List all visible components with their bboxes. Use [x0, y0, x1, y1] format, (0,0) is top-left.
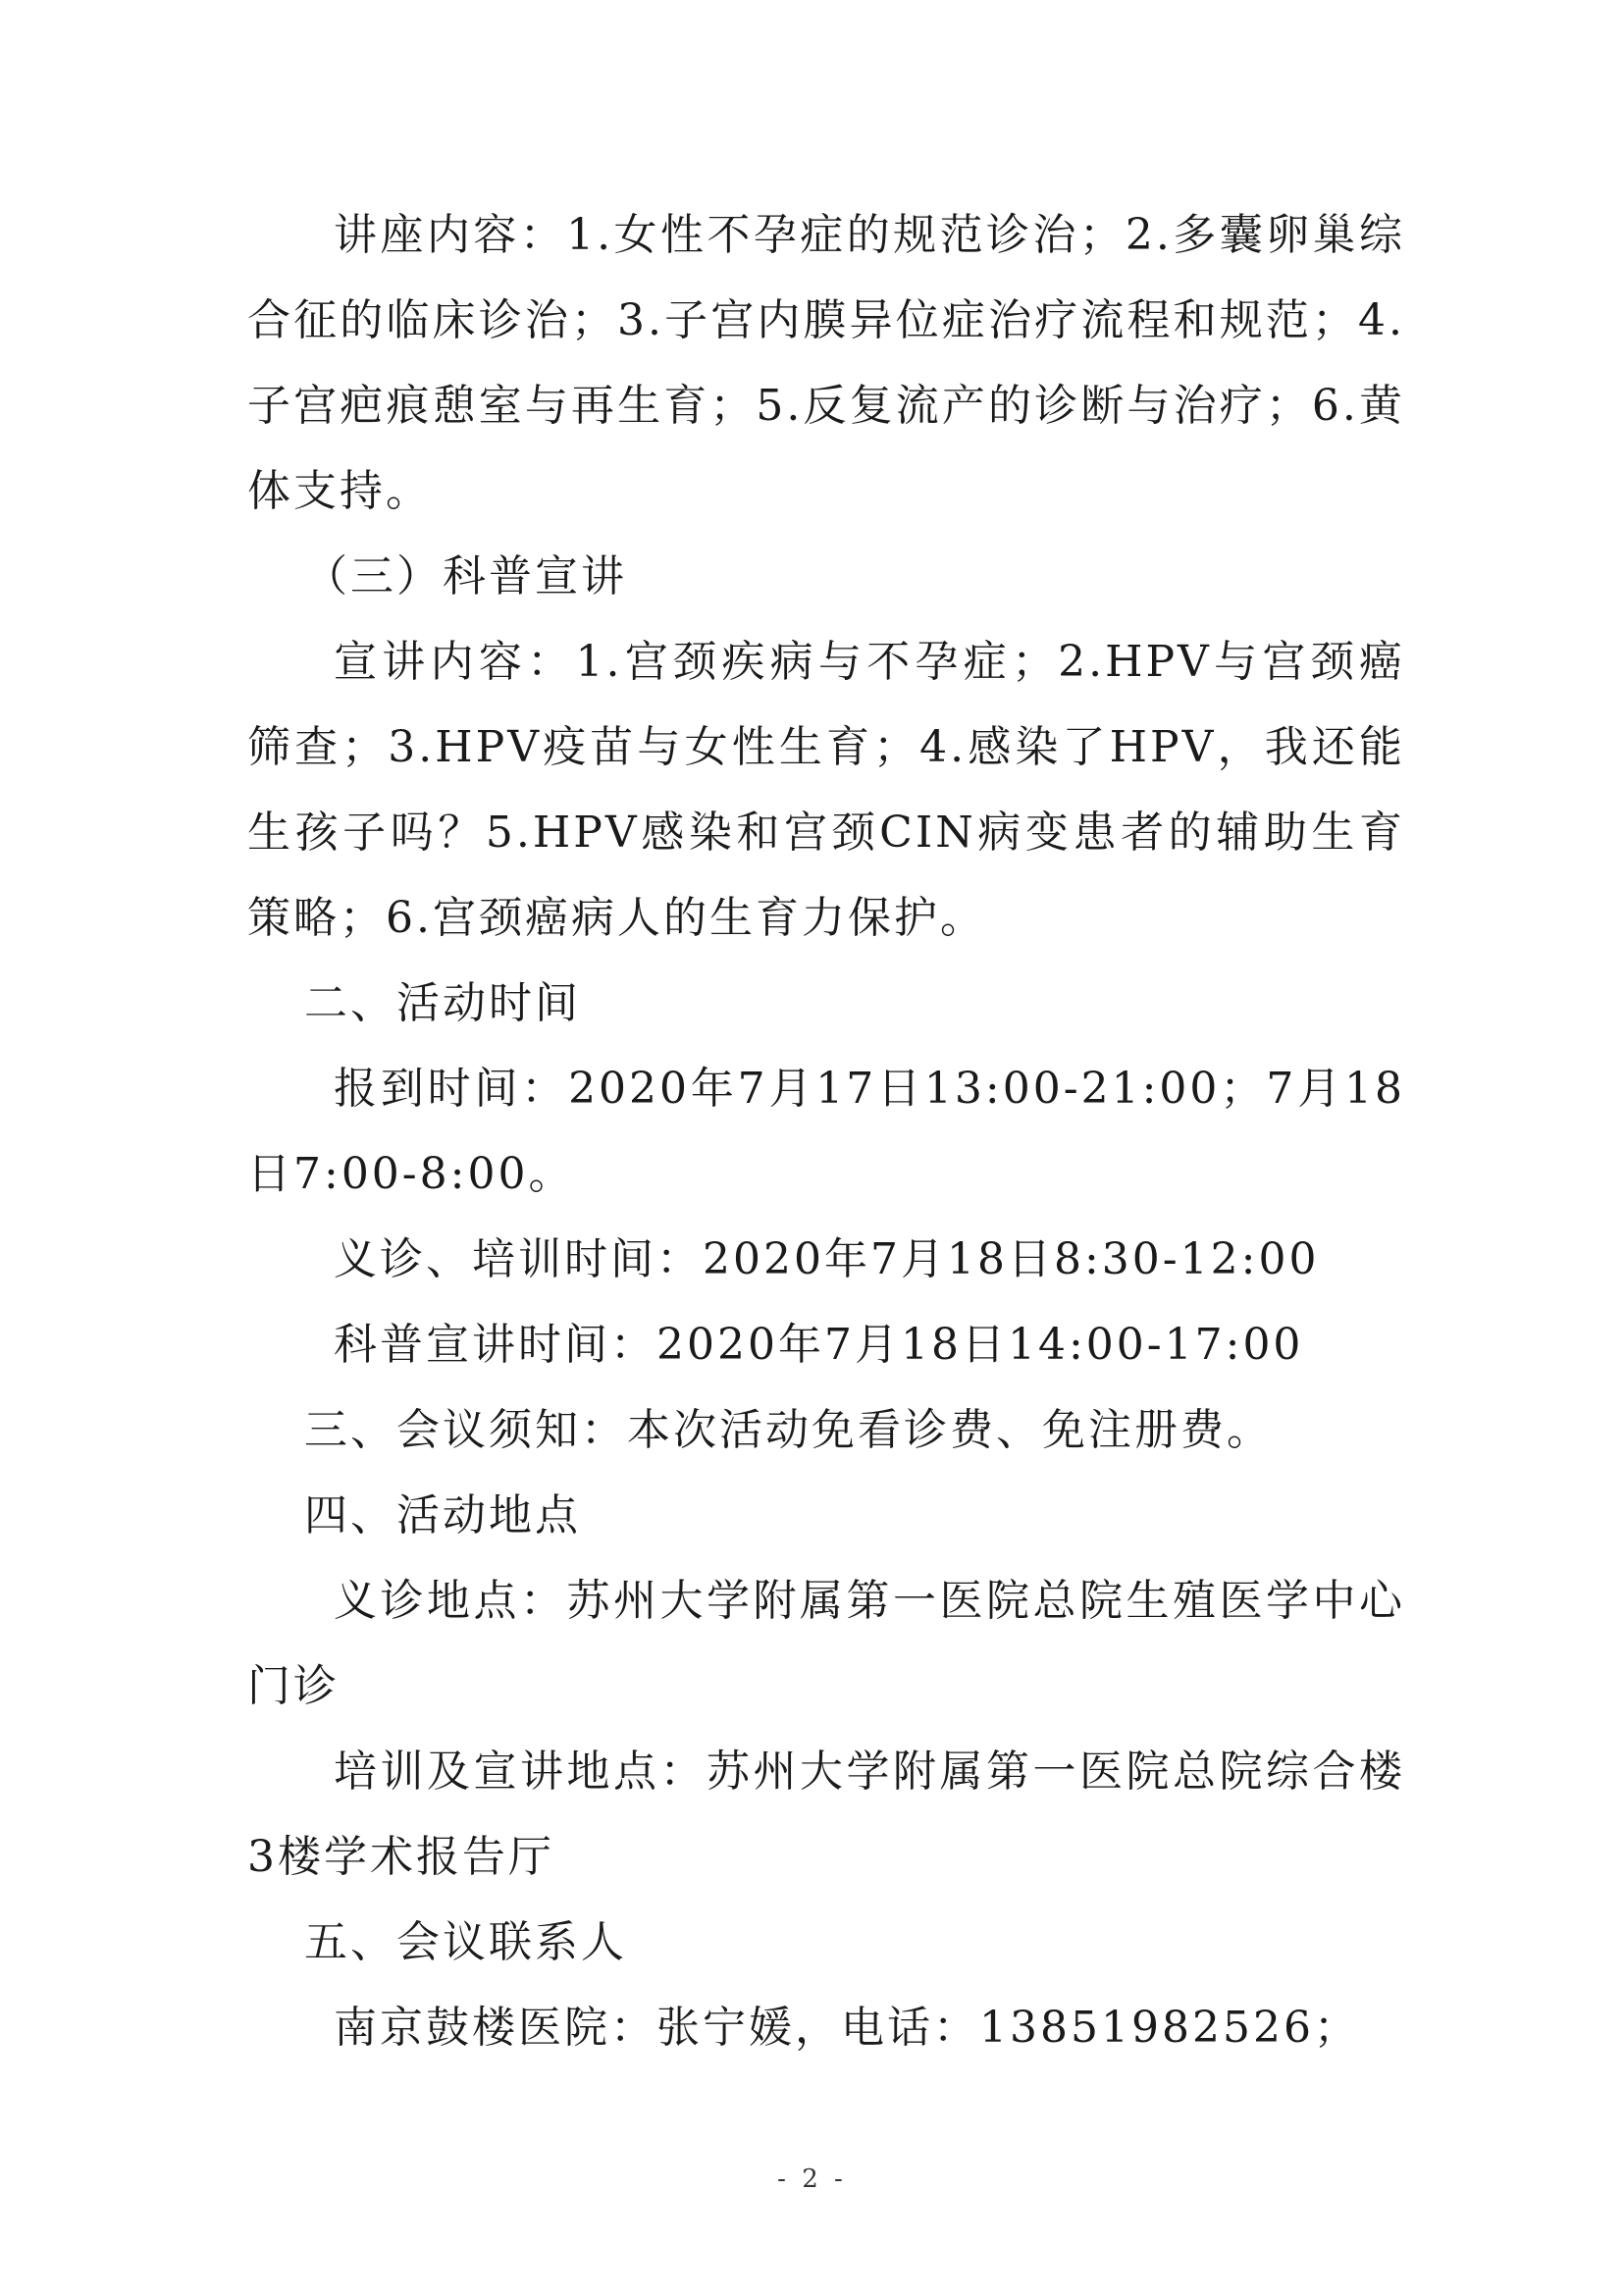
contact-heading: 五、会议联系人	[304, 1917, 627, 1967]
publicity-content-paragraph: 宣讲内容：1.宫颈疾病与不孕症；2.HPV与宫颈癌筛查；3.HPV疫苗与女性生育；4.感染了HPV，我还能生孩子吗？5.HPV感染和宫颈CIN病变患者的辅助生育策略；6.宫颈癌病人的生育力保护。	[247, 637, 1405, 943]
publicity-time-paragraph: 科普宣讲时间：2020年7月18日14:00-17:00	[334, 1320, 1304, 1370]
clinic-training-time-paragraph: 义诊、培训时间：2020年7月18日8:30-12:00	[334, 1234, 1320, 1284]
page-number: - 2 -	[777, 2165, 847, 2194]
registration-time-paragraph: 报到时间：2020年7月17日13:00-21:00；7月18日7:00-8:00。	[247, 1064, 1405, 1199]
section-3-heading: （三）科普宣讲	[304, 551, 627, 601]
contact-nanjing-paragraph: 南京鼓楼医院：张宁媛，电话：13851982526；	[334, 2003, 1360, 2053]
clinic-location-paragraph: 义诊地点：苏州大学附属第一医院总院生殖医学中心门诊	[247, 1576, 1405, 1711]
meeting-notice-heading: 三、会议须知：本次活动免看诊费、免注册费。	[304, 1405, 1273, 1455]
lecture-content-paragraph: 讲座内容：1.女性不孕症的规范诊治；2.多囊卵巢综合征的临床诊治；3.子宫内膜异位症治疗流程和规范；4.子宫疤痕憩室与再生育；5.反复流产的诊断与治疗；6.黄体支持。	[247, 210, 1405, 516]
document-body	[247, 192, 1405, 2070]
activity-time-heading: 二、活动时间	[304, 978, 581, 1028]
location-heading: 四、活动地点	[304, 1490, 581, 1540]
training-location-paragraph: 培训及宣讲地点：苏州大学附属第一医院总院综合楼3楼学术报告厅	[247, 1747, 1405, 1882]
